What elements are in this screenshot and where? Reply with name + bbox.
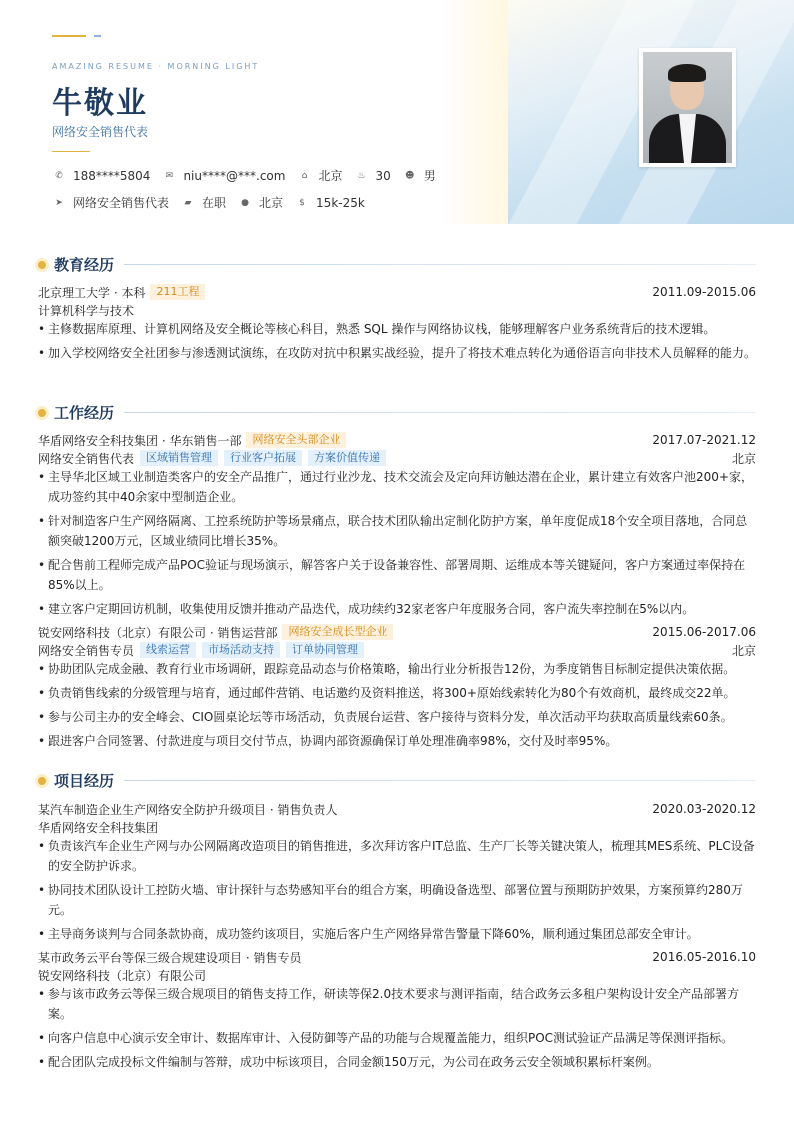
skill-tag: 方案价值传递 [308,450,386,466]
list-item: • 配合团队完成投标文件编制与答辩，成功中标该项目，合同金额150万元，为公司在政务云安全领域积累标杆案例。 [38,1052,756,1072]
section-dot-icon [38,409,46,417]
job-entry-header [38,623,756,641]
project-name: 某汽车制造企业生产网络安全防护升级项目 · 销售负责人 [38,802,338,817]
job-bullets [38,659,756,755]
list-item: • 加入学校网络安全社团参与渗透测试演练，在攻防对抗中积累实战经验，提升了将技术难点转化为通俗语言向非技术人员解释的能力。 [38,343,756,363]
list-item: • 参与该市政务云等保三级合规项目的销售支持工作，研读等保2.0技术要求与测评指南，结合政务云多租户架构设计安全产品部署方案。 [38,984,756,1024]
job-role: 网络安全销售专员 [38,643,135,658]
project-org-row [38,818,756,836]
project-org: 锐安网络科技（北京）有限公司 [38,968,207,983]
avatar [643,52,732,163]
section-header-education [38,254,756,275]
section-divider [124,412,756,413]
education-major-row [38,301,756,319]
company-name: 华盾网络安全科技集团 · 华东销售一部 [38,433,242,448]
intent-position-value: 网络安全销售代表 [73,196,170,210]
project-period: 2016.05-2016.10 [652,950,756,964]
cake-icon: ♨ [357,170,366,181]
project-period: 2020.03-2020.12 [652,802,756,816]
list-item: • 主导华北区域工业制造类客户的安全产品推广，通过行业沙龙、技术交流会及定向拜访触达潜在企业，累计建立有效客户池200+家，成功签约其中40余家中型制造企业。 [38,467,756,507]
list-item: • 协同技术团队设计工控防火墙、审计探针与态势感知平台的组合方案，明确设备选型、部署位置与预期防护效果，方案预算约280万元。 [38,880,756,920]
contact-row [52,167,448,184]
skill-tag: 行业客户拓展 [224,450,302,466]
mail-icon: ✉ [165,170,174,181]
gender-value: 男 [423,169,436,183]
company-tag-badge: 网络安全头部企业 [246,432,346,448]
section-title: 教育经历 [54,256,115,274]
salary-value: 15k-25k [316,195,365,210]
section-title: 工作经历 [54,404,115,422]
section-divider [124,264,756,265]
intent-row [52,194,377,211]
project-bullets [38,836,756,948]
education-bullets [38,319,756,367]
intent-city-value: 北京 [259,196,284,210]
decorative-line-blue [94,35,101,37]
major-name: 计算机科学与技术 [38,303,135,318]
list-item: • 负责该汽车企业生产网与办公网隔离改造项目的销售推进，多次拜访客户IT总监、生产厂长等关键决策人，梳理其MES系统、PLC设备的安全防护诉求。 [38,836,756,876]
send-icon: ➤ [55,197,63,208]
list-item: • 主修数据库原理、计算机网络及安全概论等核心科目，熟悉 SQL 操作与网络协议栈，能够理解客户业务系统背后的技术逻辑。 [38,319,756,339]
job-period: 2017.07-2021.12 [652,433,756,447]
project-org: 华盾网络安全科技集团 [38,820,159,835]
list-item: • 负责销售线索的分级管理与培育，通过邮件营销、电话邀约及资料推送，将300+原始线索转化为80个有效商机，最终成交22单。 [38,683,756,703]
home-icon: ⌂ [301,170,308,181]
project-entry-header [38,800,756,818]
job-role-row [38,449,756,467]
location-pin-icon: ● [241,197,249,208]
coin-icon: $ [299,197,305,208]
email-info [162,169,285,183]
job-location: 北京 [731,643,756,658]
skill-tag: 市场活动支持 [202,642,280,658]
intent-position-info [52,194,169,211]
status-value: 在职 [202,196,227,210]
photo-hair [668,64,706,82]
list-item: • 配合售前工程师完成产品POC验证与现场演示，解答客户关于设备兼容性、部署周期、运维成本等关键疑问，客户方案通过率保持在85%以上。 [38,555,756,595]
gender-info [403,167,436,184]
status-info [181,194,226,211]
city-info [297,167,342,184]
school-tag-badge: 211工程 [150,284,205,300]
section-divider [124,780,756,781]
phone-value: 188****5804 [73,168,151,183]
project-name: 某市政务云平台等保三级合规建设项目 · 销售专员 [38,950,302,965]
age-value: 30 [375,168,391,183]
briefcase-icon: ▰ [184,197,192,208]
intent-city-info [238,194,283,211]
email-value: niu****@***.com [183,168,286,183]
job-period: 2015.06-2017.06 [652,625,756,639]
job-bullets [38,467,756,623]
job-role-row [38,641,756,659]
decorative-line-gold [52,35,86,37]
company-name: 锐安网络科技（北京）有限公司 · 销售运营部 [38,625,278,640]
education-period: 2011.09-2015.06 [652,285,756,299]
resume-tagline: AMAZING RESUME · MORNING LIGHT [52,62,260,71]
job-role: 网络安全销售代表 [38,451,135,466]
profile-photo [639,48,736,167]
skill-tag: 订单协同管理 [286,642,364,658]
list-item: • 主导商务谈判与合同条款协商，成功签约该项目，实施后客户生产网络异常告警量下降60%，顺利通过集团总部安全审计。 [38,924,756,944]
city-value: 北京 [318,169,343,183]
title-divider [52,151,90,152]
project-bullets [38,984,756,1076]
section-dot-icon [38,777,46,785]
education-entry-header [38,283,756,301]
section-header-projects [38,770,756,791]
project-org-row [38,966,756,984]
phone-info [52,169,150,183]
phone-icon: ✆ [55,170,63,181]
list-item: • 建立客户定期回访机制，收集使用反馈并推动产品迭代，成功续约32家老客户年度服务合同，客户流失率控制在5%以内。 [38,599,756,619]
job-location: 北京 [731,451,756,466]
list-item: • 向客户信息中心演示安全审计、数据库审计、入侵防御等产品的功能与合规覆盖能力，组织POC测试验证产品满足等保测评指标。 [38,1028,756,1048]
skill-tag: 区域销售管理 [140,450,218,466]
section-header-work [38,402,756,423]
candidate-title: 网络安全销售代表 [52,125,149,139]
project-entry-header [38,948,756,966]
list-item: • 协助团队完成金融、教育行业市场调研，跟踪竞品动态与价格策略，输出行业分析报告12份，为季度销售目标制定提供决策依据。 [38,659,756,679]
school-name: 北京理工大学 · 本科 [38,285,146,300]
age-info [354,169,390,183]
job-entry-header [38,431,756,449]
list-item: • 跟进客户合同签署、付款进度与项目交付节点，协调内部资源确保订单处理准确率98%，交付及时率95%。 [38,731,756,751]
face-icon: ☻ [405,170,415,181]
skill-tag: 线索运营 [140,642,196,658]
list-item: • 参与公司主办的安全峰会、CIO圆桌论坛等市场活动，负责展台运营、客户接待与资料分发，单次活动平均获取高质量线索60条。 [38,707,756,727]
section-dot-icon [38,261,46,269]
company-tag-badge: 网络安全成长型企业 [282,624,393,640]
salary-info [295,196,365,210]
section-title: 项目经历 [54,772,115,790]
list-item: • 针对制造客户生产网络隔离、工控系统防护等场景痛点，联合技术团队输出定制化防护方案，单年度促成18个安全项目落地，合同总额突破1200万元，区域业绩同比增长35%。 [38,511,756,551]
candidate-name: 牛敬业 [52,86,148,121]
